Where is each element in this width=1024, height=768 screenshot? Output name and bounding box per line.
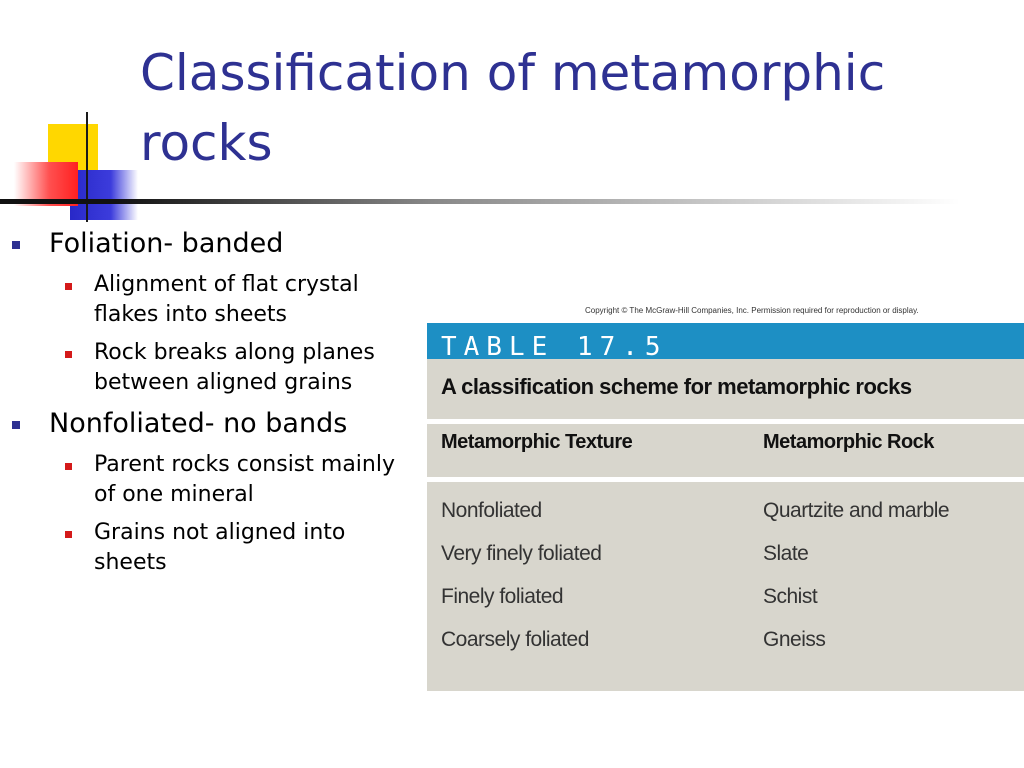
sub-bullet-item (12, 450, 422, 510)
copyright-note: Copyright © The McGraw-Hill Companies, Inc. Permission required for reproduction or display. (585, 306, 919, 315)
sub-bullet-item (12, 518, 422, 578)
column-header-rock: Metamorphic Rock (763, 431, 934, 453)
sub-bullet-text: Alignment of flat crystal flakes into sheets (94, 272, 359, 327)
sub-bullet-text: Grains not aligned into sheets (94, 520, 346, 575)
table-cell-rock: Gneiss (763, 628, 826, 651)
sub-bullet-text: Parent rocks consist mainly of one mineral (94, 452, 395, 507)
table-divider (427, 477, 1024, 482)
bullet-text: Nonfoliated- no bands (49, 408, 348, 439)
slide-title-line1: Classification of metamorphic (140, 44, 886, 102)
column-header-texture: Metamorphic Texture (441, 431, 633, 453)
table-cell-rock: Quartzite and marble (763, 499, 950, 522)
table-title: A classification scheme for metamorphic rocks (441, 374, 912, 399)
slide-title-line2: rocks (140, 114, 273, 172)
sub-bullet-item (12, 270, 422, 330)
slide-title (140, 38, 1000, 178)
table-cell-texture: Coarsely foliated (441, 628, 589, 651)
logo-vertical-line (86, 112, 88, 222)
square-bullet-icon (65, 283, 72, 290)
table-cell-rock: Slate (763, 542, 809, 565)
bullet-item (12, 226, 422, 262)
table-number: TABLE 17.5 (427, 323, 1024, 359)
square-bullet-icon (12, 421, 20, 429)
title-underline (0, 199, 960, 204)
logo-blue-square (70, 170, 138, 220)
bullet-text: Foliation- banded (49, 228, 284, 259)
bullet-item (12, 406, 422, 442)
square-bullet-icon (65, 463, 72, 470)
bullet-list (12, 226, 422, 586)
square-bullet-icon (65, 351, 72, 358)
table-cell-texture: Very finely foliated (441, 542, 602, 565)
sub-bullet-item (12, 338, 422, 398)
sub-bullet-text: Rock breaks along planes between aligned grains (94, 340, 375, 395)
table-cell-rock: Schist (763, 585, 818, 608)
square-bullet-icon (12, 241, 20, 249)
table-cell-texture: Nonfoliated (441, 499, 542, 522)
table-divider (427, 419, 1024, 424)
table-cell-texture: Finely foliated (441, 585, 564, 608)
square-bullet-icon (65, 531, 72, 538)
classification-table-image (427, 323, 1024, 691)
